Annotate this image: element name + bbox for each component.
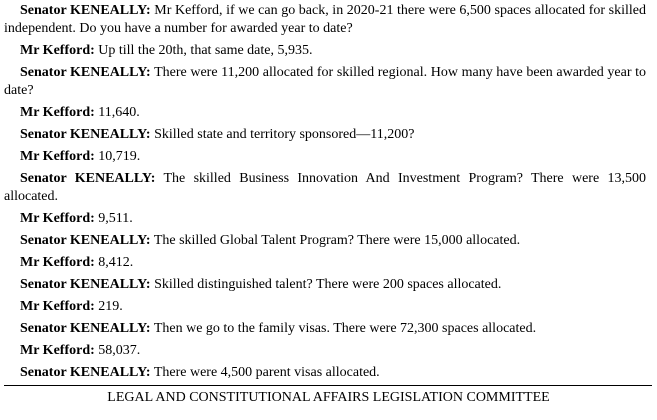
transcript-paragraph (4, 126, 646, 144)
speaker-name: Senator KENEALLY: (20, 277, 151, 292)
speaker-name: Senator KENEALLY: (20, 365, 151, 380)
transcript-paragraph (4, 232, 646, 250)
transcript-paragraph (4, 298, 646, 316)
transcript-paragraph (4, 42, 646, 60)
speaker-name: Mr Kefford: (20, 105, 95, 120)
transcript-paragraph (4, 364, 646, 382)
speaker-name: Senator KENEALLY: (20, 3, 151, 18)
speech-text: Up till the 20th, that same date, 5,935. (98, 43, 313, 58)
speech-text: 9,511. (98, 211, 133, 226)
transcript (4, 2, 646, 386)
speech-text: 8,412. (98, 255, 134, 270)
transcript-paragraph (4, 342, 646, 360)
transcript-paragraph (4, 254, 646, 272)
speaker-name: Senator KENEALLY: (20, 321, 151, 336)
committee-footer: LEGAL AND CONSTITUTIONAL AFFAIRS LEGISLATION COMMITTEE (107, 390, 550, 405)
speech-text: There were 4,500 parent visas allocated. (153, 365, 380, 380)
speaker-name: Mr Kefford: (20, 43, 95, 58)
footer-divider (4, 385, 652, 386)
speaker-name: Mr Kefford: (20, 149, 95, 164)
speaker-name: Mr Kefford: (20, 299, 95, 314)
transcript-paragraph (4, 64, 646, 100)
speaker-name: Senator KENEALLY: (20, 233, 151, 248)
transcript-paragraph (4, 2, 646, 38)
speech-text: There were 11,200 allocated for skilled regional. How many have been awarded year to date? (4, 65, 647, 98)
speaker-name: Mr Kefford: (20, 211, 95, 226)
transcript-paragraph (4, 276, 646, 294)
speech-text: Skilled distinguished talent? There were 200 spaces allocated. (154, 277, 502, 292)
speech-text: The skilled Business Innovation And Investment Program? There were 13,500 allocated. (4, 171, 646, 204)
speaker-name: Mr Kefford: (20, 255, 95, 270)
speech-text: 10,719. (98, 149, 141, 164)
speaker-name: Senator KENEALLY: (20, 171, 156, 186)
transcript-paragraph (4, 210, 646, 228)
speech-text: Mr Kefford, if we can go back, in 2020-21 there were 6,500 spaces allocated for skilled independent. Do you have a number for awarded year to date? (4, 3, 646, 36)
transcript-paragraph (4, 104, 646, 122)
speaker-name: Senator KENEALLY: (20, 127, 151, 142)
speaker-name: Mr Kefford: (20, 343, 95, 358)
speech-text: Skilled state and territory sponsored—11,200? (154, 127, 415, 142)
speech-text: Then we go to the family visas. There were 72,300 spaces allocated. (153, 321, 537, 336)
transcript-paragraph (4, 170, 646, 206)
speaker-name: Senator KENEALLY: (20, 65, 151, 80)
transcript-paragraph (4, 148, 646, 166)
speech-text: 11,640. (98, 105, 140, 120)
transcript-paragraph (4, 320, 646, 338)
speech-text: 58,037. (98, 343, 141, 358)
speech-text: 219. (98, 299, 123, 314)
speech-text: The skilled Global Talent Program? There were 15,000 allocated. (153, 233, 521, 248)
